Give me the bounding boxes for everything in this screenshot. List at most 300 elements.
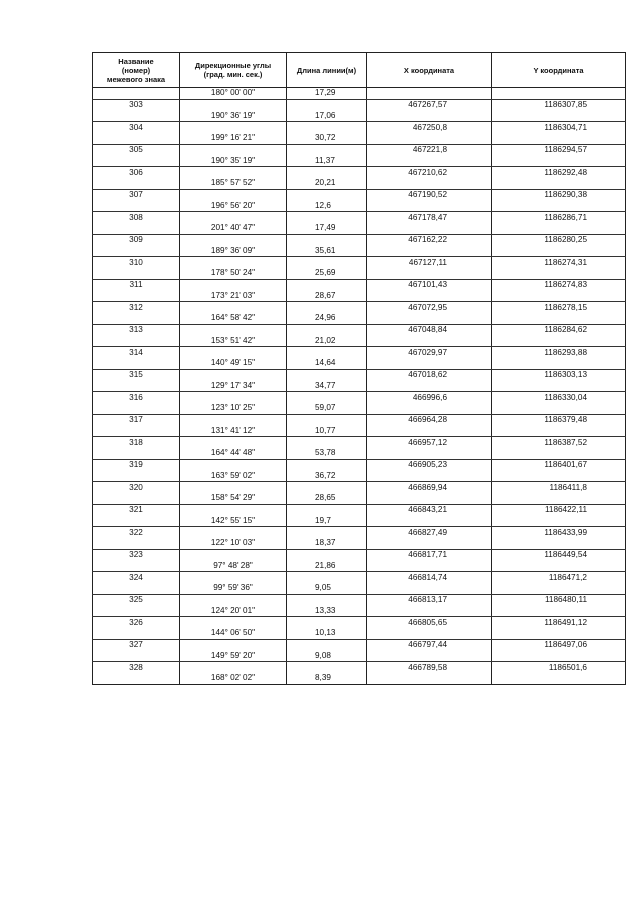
point-angle-cell <box>180 212 287 223</box>
segment-name-cell <box>93 313 180 324</box>
segment-name-cell <box>93 448 180 459</box>
direction-angle-cell: 129° 17' 34" <box>180 381 287 392</box>
point-name-cell: 311 <box>93 279 180 290</box>
segment-y-cell <box>492 493 626 504</box>
line-length-cell: 28,67 <box>287 291 367 302</box>
y-coordinate-cell: 1186307,85 <box>492 99 626 110</box>
y-coordinate-cell: 1186292,48 <box>492 167 626 178</box>
direction-angle-cell: 99° 59' 36" <box>180 583 287 594</box>
segment-name-cell <box>93 111 180 122</box>
segment-x-cell <box>367 673 492 684</box>
segment-name-cell <box>93 336 180 347</box>
x-coordinate-cell: 467210,62 <box>367 167 492 178</box>
y-coordinate-cell: 1186491,12 <box>492 617 626 628</box>
segment-row <box>93 651 626 662</box>
point-row <box>93 527 626 538</box>
line-length-cell: 13,33 <box>287 606 367 617</box>
line-length-cell: 10,13 <box>287 628 367 639</box>
direction-angle-cell: 153° 51' 42" <box>180 336 287 347</box>
y-coordinate-cell: 1186379,48 <box>492 414 626 425</box>
segment-row <box>93 583 626 594</box>
point-length-cell <box>287 617 367 628</box>
table-body <box>93 88 626 685</box>
direction-angle-cell: 173° 21' 03" <box>180 291 287 302</box>
header-line-length: Длина линии(м) <box>287 53 367 88</box>
segment-row <box>93 111 626 122</box>
segment-x-cell <box>367 88 492 100</box>
direction-angle-cell: 97° 48' 28" <box>180 561 287 572</box>
x-coordinate-cell: 467018,62 <box>367 369 492 380</box>
line-length-cell: 10,77 <box>287 426 367 437</box>
header-point-name-line2: (номер) <box>121 65 151 75</box>
x-coordinate-cell: 467221,8 <box>367 144 492 155</box>
direction-angle-cell: 201° 40' 47" <box>180 223 287 234</box>
x-coordinate-cell: 467250,8 <box>367 122 492 133</box>
point-length-cell <box>287 369 367 380</box>
segment-y-cell <box>492 111 626 122</box>
direction-angle-cell: 164° 44' 48" <box>180 448 287 459</box>
segment-row <box>93 673 626 684</box>
segment-name-cell <box>93 88 180 100</box>
x-coordinate-cell: 467072,95 <box>367 302 492 313</box>
point-name-cell: 313 <box>93 324 180 335</box>
point-length-cell <box>287 414 367 425</box>
point-length-cell <box>287 257 367 268</box>
segment-y-cell <box>492 381 626 392</box>
point-row <box>93 594 626 605</box>
segment-x-cell <box>367 516 492 527</box>
segment-y-cell <box>492 201 626 212</box>
point-name-cell: 318 <box>93 437 180 448</box>
segment-row <box>93 246 626 257</box>
segment-x-cell <box>367 493 492 504</box>
segment-row <box>93 201 626 212</box>
segment-x-cell <box>367 336 492 347</box>
x-coordinate-cell: 466805,65 <box>367 617 492 628</box>
direction-angle-cell: 196° 56' 20" <box>180 201 287 212</box>
segment-x-cell <box>367 381 492 392</box>
segment-y-cell <box>492 606 626 617</box>
segment-y-cell <box>492 426 626 437</box>
segment-name-cell <box>93 403 180 414</box>
y-coordinate-cell: 1186387,52 <box>492 437 626 448</box>
point-length-cell <box>287 594 367 605</box>
x-coordinate-cell: 467190,52 <box>367 189 492 200</box>
segment-y-cell <box>492 403 626 414</box>
segment-x-cell <box>367 583 492 594</box>
x-coordinate-cell: 466797,44 <box>367 639 492 650</box>
direction-angle-cell: 142° 55' 15" <box>180 516 287 527</box>
x-coordinate-cell: 466869,94 <box>367 482 492 493</box>
x-coordinate-cell: 466813,17 <box>367 594 492 605</box>
x-coordinate-cell: 466996,6 <box>367 392 492 403</box>
segment-row <box>93 493 626 504</box>
segment-y-cell <box>492 516 626 527</box>
segment-row <box>93 403 626 414</box>
segment-y-cell <box>492 471 626 482</box>
point-angle-cell <box>180 549 287 560</box>
segment-y-cell <box>492 313 626 324</box>
segment-name-cell <box>93 606 180 617</box>
direction-angle-cell: 190° 36' 19" <box>180 111 287 122</box>
point-row <box>93 122 626 133</box>
segment-name-cell <box>93 583 180 594</box>
point-length-cell <box>287 482 367 493</box>
point-angle-cell <box>180 302 287 313</box>
segment-x-cell <box>367 268 492 279</box>
segment-name-cell <box>93 268 180 279</box>
point-name-cell: 306 <box>93 167 180 178</box>
segment-x-cell <box>367 606 492 617</box>
segment-name-cell <box>93 133 180 144</box>
point-angle-cell <box>180 99 287 110</box>
point-angle-cell <box>180 324 287 335</box>
point-row <box>93 189 626 200</box>
point-length-cell <box>287 639 367 650</box>
y-coordinate-cell: 1186293,88 <box>492 347 626 358</box>
segment-y-cell <box>492 133 626 144</box>
point-angle-cell <box>180 279 287 290</box>
point-angle-cell <box>180 594 287 605</box>
direction-angle-cell: 163° 59' 02" <box>180 471 287 482</box>
segment-x-cell <box>367 471 492 482</box>
point-length-cell <box>287 302 367 313</box>
segment-row <box>93 336 626 347</box>
line-length-cell: 25,69 <box>287 268 367 279</box>
point-angle-cell <box>180 257 287 268</box>
point-row <box>93 504 626 515</box>
boundary-coordinates-table <box>92 52 626 685</box>
segment-y-cell <box>492 246 626 257</box>
point-angle-cell <box>180 504 287 515</box>
point-name-cell: 309 <box>93 234 180 245</box>
segment-name-cell <box>93 493 180 504</box>
segment-y-cell <box>492 156 626 167</box>
segment-y-cell <box>492 268 626 279</box>
direction-angle-cell: 149° 59' 20" <box>180 651 287 662</box>
segment-row <box>93 628 626 639</box>
point-name-cell: 328 <box>93 662 180 673</box>
point-row <box>93 167 626 178</box>
segment-x-cell <box>367 178 492 189</box>
direction-angle-cell: 178° 50' 24" <box>180 268 287 279</box>
segment-x-cell <box>367 426 492 437</box>
point-name-cell: 314 <box>93 347 180 358</box>
segment-name-cell <box>93 538 180 549</box>
direction-angle-cell: 199° 16' 21" <box>180 133 287 144</box>
point-name-cell: 305 <box>93 144 180 155</box>
segment-x-cell <box>367 133 492 144</box>
point-angle-cell <box>180 234 287 245</box>
x-coordinate-cell: 467162,22 <box>367 234 492 245</box>
point-angle-cell <box>180 189 287 200</box>
point-name-cell: 312 <box>93 302 180 313</box>
point-length-cell <box>287 99 367 110</box>
point-angle-cell <box>180 144 287 155</box>
segment-name-cell <box>93 201 180 212</box>
x-coordinate-cell: 467029,97 <box>367 347 492 358</box>
line-length-cell: 21,86 <box>287 561 367 572</box>
line-length-cell: 34,77 <box>287 381 367 392</box>
segment-row <box>93 268 626 279</box>
point-angle-cell <box>180 662 287 673</box>
direction-angle-cell: 180° 00' 00" <box>180 88 287 100</box>
x-coordinate-cell: 466905,23 <box>367 459 492 470</box>
line-length-cell: 24,96 <box>287 313 367 324</box>
point-length-cell <box>287 392 367 403</box>
point-name-cell: 315 <box>93 369 180 380</box>
line-length-cell: 17,29 <box>287 88 367 100</box>
y-coordinate-cell: 1186433,99 <box>492 527 626 538</box>
point-length-cell <box>287 189 367 200</box>
segment-row <box>93 448 626 459</box>
y-coordinate-cell: 1186290,38 <box>492 189 626 200</box>
y-coordinate-cell: 1186449,54 <box>492 549 626 560</box>
point-row <box>93 212 626 223</box>
segment-row <box>93 88 626 100</box>
segment-x-cell <box>367 313 492 324</box>
segment-name-cell <box>93 651 180 662</box>
point-name-cell: 308 <box>93 212 180 223</box>
line-length-cell: 17,49 <box>287 223 367 234</box>
point-angle-cell <box>180 437 287 448</box>
x-coordinate-cell: 466789,58 <box>367 662 492 673</box>
point-length-cell <box>287 549 367 560</box>
segment-x-cell <box>367 561 492 572</box>
direction-angle-cell: 144° 06' 50" <box>180 628 287 639</box>
segment-row <box>93 426 626 437</box>
segment-row <box>93 538 626 549</box>
point-angle-cell <box>180 414 287 425</box>
x-coordinate-cell: 466814,74 <box>367 572 492 583</box>
y-coordinate-cell: 1186274,83 <box>492 279 626 290</box>
y-coordinate-cell: 1186330,04 <box>492 392 626 403</box>
point-row <box>93 459 626 470</box>
direction-angle-cell: 158° 54' 29" <box>180 493 287 504</box>
segment-x-cell <box>367 448 492 459</box>
segment-name-cell <box>93 516 180 527</box>
direction-angle-cell: 140° 49' 15" <box>180 358 287 369</box>
y-coordinate-cell: 1186501,6 <box>492 662 626 673</box>
point-name-cell: 323 <box>93 549 180 560</box>
segment-x-cell <box>367 291 492 302</box>
y-coordinate-cell: 1186422,11 <box>492 504 626 515</box>
segment-y-cell <box>492 538 626 549</box>
x-coordinate-cell: 467048,84 <box>367 324 492 335</box>
point-name-cell: 316 <box>93 392 180 403</box>
segment-name-cell <box>93 156 180 167</box>
x-coordinate-cell: 466843,21 <box>367 504 492 515</box>
point-angle-cell <box>180 617 287 628</box>
point-row <box>93 257 626 268</box>
y-coordinate-cell: 1186278,15 <box>492 302 626 313</box>
header-y-coordinate: Y координата <box>492 53 626 88</box>
header-x-coordinate: X координата <box>367 53 492 88</box>
line-length-cell: 17,06 <box>287 111 367 122</box>
point-row <box>93 639 626 650</box>
segment-name-cell <box>93 381 180 392</box>
segment-y-cell <box>492 178 626 189</box>
point-length-cell <box>287 144 367 155</box>
segment-y-cell <box>492 88 626 100</box>
segment-name-cell <box>93 223 180 234</box>
segment-y-cell <box>492 628 626 639</box>
table-header-row <box>93 53 626 88</box>
point-angle-cell <box>180 639 287 650</box>
line-length-cell: 20,21 <box>287 178 367 189</box>
direction-angle-cell: 168° 02' 02" <box>180 673 287 684</box>
y-coordinate-cell: 1186480,11 <box>492 594 626 605</box>
direction-angle-cell: 131° 41' 12" <box>180 426 287 437</box>
point-name-cell: 326 <box>93 617 180 628</box>
point-angle-cell <box>180 572 287 583</box>
point-length-cell <box>287 122 367 133</box>
point-angle-cell <box>180 482 287 493</box>
segment-y-cell <box>492 651 626 662</box>
segment-y-cell <box>492 561 626 572</box>
segment-name-cell <box>93 673 180 684</box>
point-row <box>93 234 626 245</box>
x-coordinate-cell: 467178,47 <box>367 212 492 223</box>
direction-angle-cell: 122° 10' 03" <box>180 538 287 549</box>
point-row <box>93 392 626 403</box>
segment-name-cell <box>93 178 180 189</box>
point-row <box>93 617 626 628</box>
point-row <box>93 369 626 380</box>
x-coordinate-cell: 467127,11 <box>367 257 492 268</box>
y-coordinate-cell: 1186304,71 <box>492 122 626 133</box>
header-point-name-line3: межевого знака <box>106 74 166 84</box>
point-length-cell <box>287 167 367 178</box>
line-length-cell: 9,05 <box>287 583 367 594</box>
direction-angle-cell: 123° 10' 25" <box>180 403 287 414</box>
point-length-cell <box>287 347 367 358</box>
segment-row <box>93 313 626 324</box>
point-name-cell: 322 <box>93 527 180 538</box>
segment-y-cell <box>492 673 626 684</box>
segment-x-cell <box>367 223 492 234</box>
point-name-cell: 304 <box>93 122 180 133</box>
point-name-cell: 325 <box>93 594 180 605</box>
point-row <box>93 302 626 313</box>
y-coordinate-cell: 1186411,8 <box>492 482 626 493</box>
segment-y-cell <box>492 358 626 369</box>
x-coordinate-cell: 466964,28 <box>367 414 492 425</box>
line-length-cell: 8,39 <box>287 673 367 684</box>
line-length-cell: 14,64 <box>287 358 367 369</box>
segment-row <box>93 606 626 617</box>
segment-name-cell <box>93 358 180 369</box>
x-coordinate-cell: 466817,71 <box>367 549 492 560</box>
segment-x-cell <box>367 156 492 167</box>
segment-y-cell <box>492 448 626 459</box>
point-length-cell <box>287 504 367 515</box>
segment-row <box>93 133 626 144</box>
y-coordinate-cell: 1186284,62 <box>492 324 626 335</box>
segment-x-cell <box>367 651 492 662</box>
x-coordinate-cell: 466827,49 <box>367 527 492 538</box>
line-length-cell: 9,08 <box>287 651 367 662</box>
point-name-cell: 319 <box>93 459 180 470</box>
point-angle-cell <box>180 527 287 538</box>
point-angle-cell <box>180 369 287 380</box>
point-angle-cell <box>180 122 287 133</box>
line-length-cell: 11,37 <box>287 156 367 167</box>
line-length-cell: 18,37 <box>287 538 367 549</box>
point-length-cell <box>287 279 367 290</box>
header-direction-angle <box>180 53 287 88</box>
segment-x-cell <box>367 358 492 369</box>
segment-x-cell <box>367 403 492 414</box>
point-length-cell <box>287 572 367 583</box>
y-coordinate-cell: 1186286,71 <box>492 212 626 223</box>
segment-row <box>93 358 626 369</box>
line-length-cell: 59,07 <box>287 403 367 414</box>
segment-row <box>93 381 626 392</box>
point-name-cell: 317 <box>93 414 180 425</box>
line-length-cell: 53,78 <box>287 448 367 459</box>
line-length-cell: 30,72 <box>287 133 367 144</box>
segment-name-cell <box>93 426 180 437</box>
point-row <box>93 549 626 560</box>
point-name-cell: 324 <box>93 572 180 583</box>
segment-name-cell <box>93 291 180 302</box>
header-point-name <box>93 53 180 88</box>
segment-row <box>93 516 626 527</box>
y-coordinate-cell: 1186401,67 <box>492 459 626 470</box>
segment-y-cell <box>492 583 626 594</box>
point-row <box>93 279 626 290</box>
header-point-name-line1: Название <box>118 56 154 66</box>
direction-angle-cell: 164° 58' 42" <box>180 313 287 324</box>
boundary-coordinates-table-page <box>92 52 625 685</box>
segment-row <box>93 178 626 189</box>
point-row <box>93 437 626 448</box>
header-direction-angle-line1: Дирекционные углы <box>194 61 272 70</box>
point-length-cell <box>287 234 367 245</box>
point-name-cell: 321 <box>93 504 180 515</box>
point-length-cell <box>287 662 367 673</box>
y-coordinate-cell: 1186303,13 <box>492 369 626 380</box>
direction-angle-cell: 124° 20' 01" <box>180 606 287 617</box>
segment-name-cell <box>93 471 180 482</box>
point-name-cell: 327 <box>93 639 180 650</box>
point-length-cell <box>287 459 367 470</box>
point-length-cell <box>287 437 367 448</box>
point-length-cell <box>287 324 367 335</box>
point-row <box>93 572 626 583</box>
point-row <box>93 99 626 110</box>
direction-angle-cell: 185° 57' 52" <box>180 178 287 189</box>
line-length-cell: 19,7 <box>287 516 367 527</box>
point-length-cell <box>287 527 367 538</box>
segment-name-cell <box>93 246 180 257</box>
y-coordinate-cell: 1186497,06 <box>492 639 626 650</box>
point-row <box>93 324 626 335</box>
point-angle-cell <box>180 459 287 470</box>
segment-y-cell <box>492 291 626 302</box>
line-length-cell: 35,61 <box>287 246 367 257</box>
segment-row <box>93 561 626 572</box>
point-row <box>93 662 626 673</box>
point-length-cell <box>287 212 367 223</box>
point-row <box>93 144 626 155</box>
point-angle-cell <box>180 167 287 178</box>
point-angle-cell <box>180 392 287 403</box>
y-coordinate-cell: 1186294,57 <box>492 144 626 155</box>
segment-row <box>93 223 626 234</box>
line-length-cell: 12,6 <box>287 201 367 212</box>
